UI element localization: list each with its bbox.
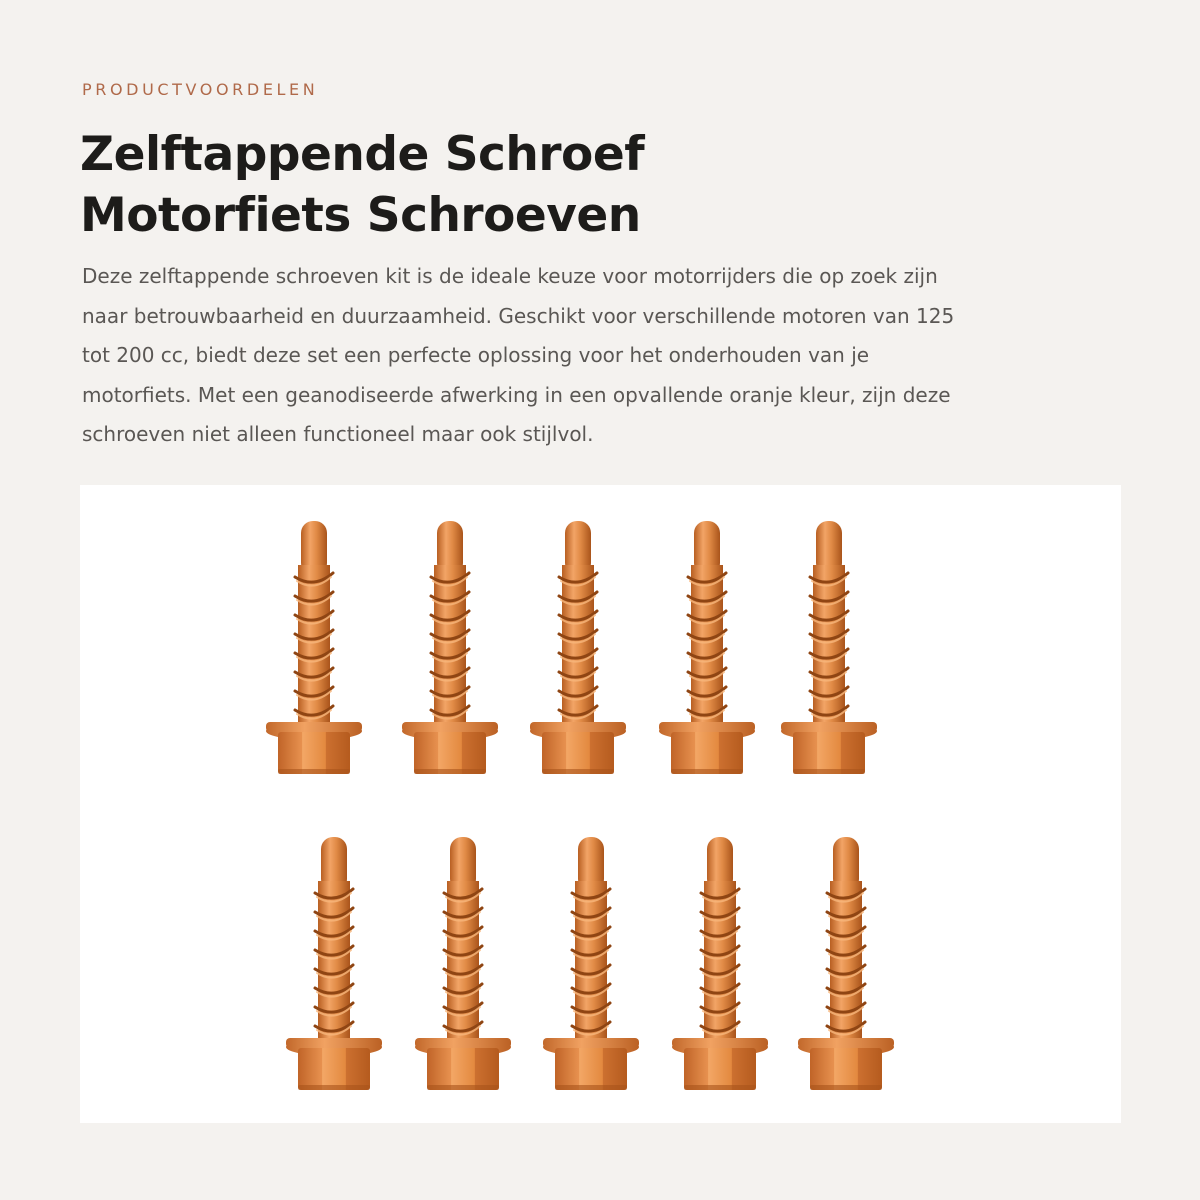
screw (415, 837, 511, 1090)
screws-illustration (80, 485, 1121, 1123)
screw (672, 837, 768, 1090)
description-line-4: motorfiets. Met een geanodiseerde afwerking in een opvallende oranje kleur, zijn deze (82, 382, 951, 407)
description-line-1: Deze zelftappende schroeven kit is de ideale keuze voor motorrijders die op zoek zijn (82, 264, 938, 288)
screw (543, 837, 639, 1090)
screw (781, 521, 877, 774)
description-line-5: schroeven niet alleen functioneel maar ook stijlvol. (82, 422, 594, 446)
screw (402, 521, 498, 774)
screw (530, 521, 626, 774)
title-line-2: Motorfiets Schroeven (80, 188, 641, 243)
product-photo (80, 485, 1121, 1123)
product-description (82, 257, 1132, 455)
screw (798, 837, 894, 1090)
title-line-1: Zelftappende Schroef (80, 127, 645, 182)
screw (286, 837, 382, 1090)
page-title (80, 124, 1120, 246)
description-line-2: naar betrouwbaarheid en duurzaamheid. Geschikt voor verschillende motoren van 125 (82, 303, 955, 328)
description-line-3: tot 200 cc, biedt deze set een perfecte oplossing voor het onderhouden van je (82, 343, 870, 367)
section-eyebrow: PRODUCTVOORDELEN (82, 80, 319, 99)
screw (659, 521, 755, 774)
screw (266, 521, 362, 774)
